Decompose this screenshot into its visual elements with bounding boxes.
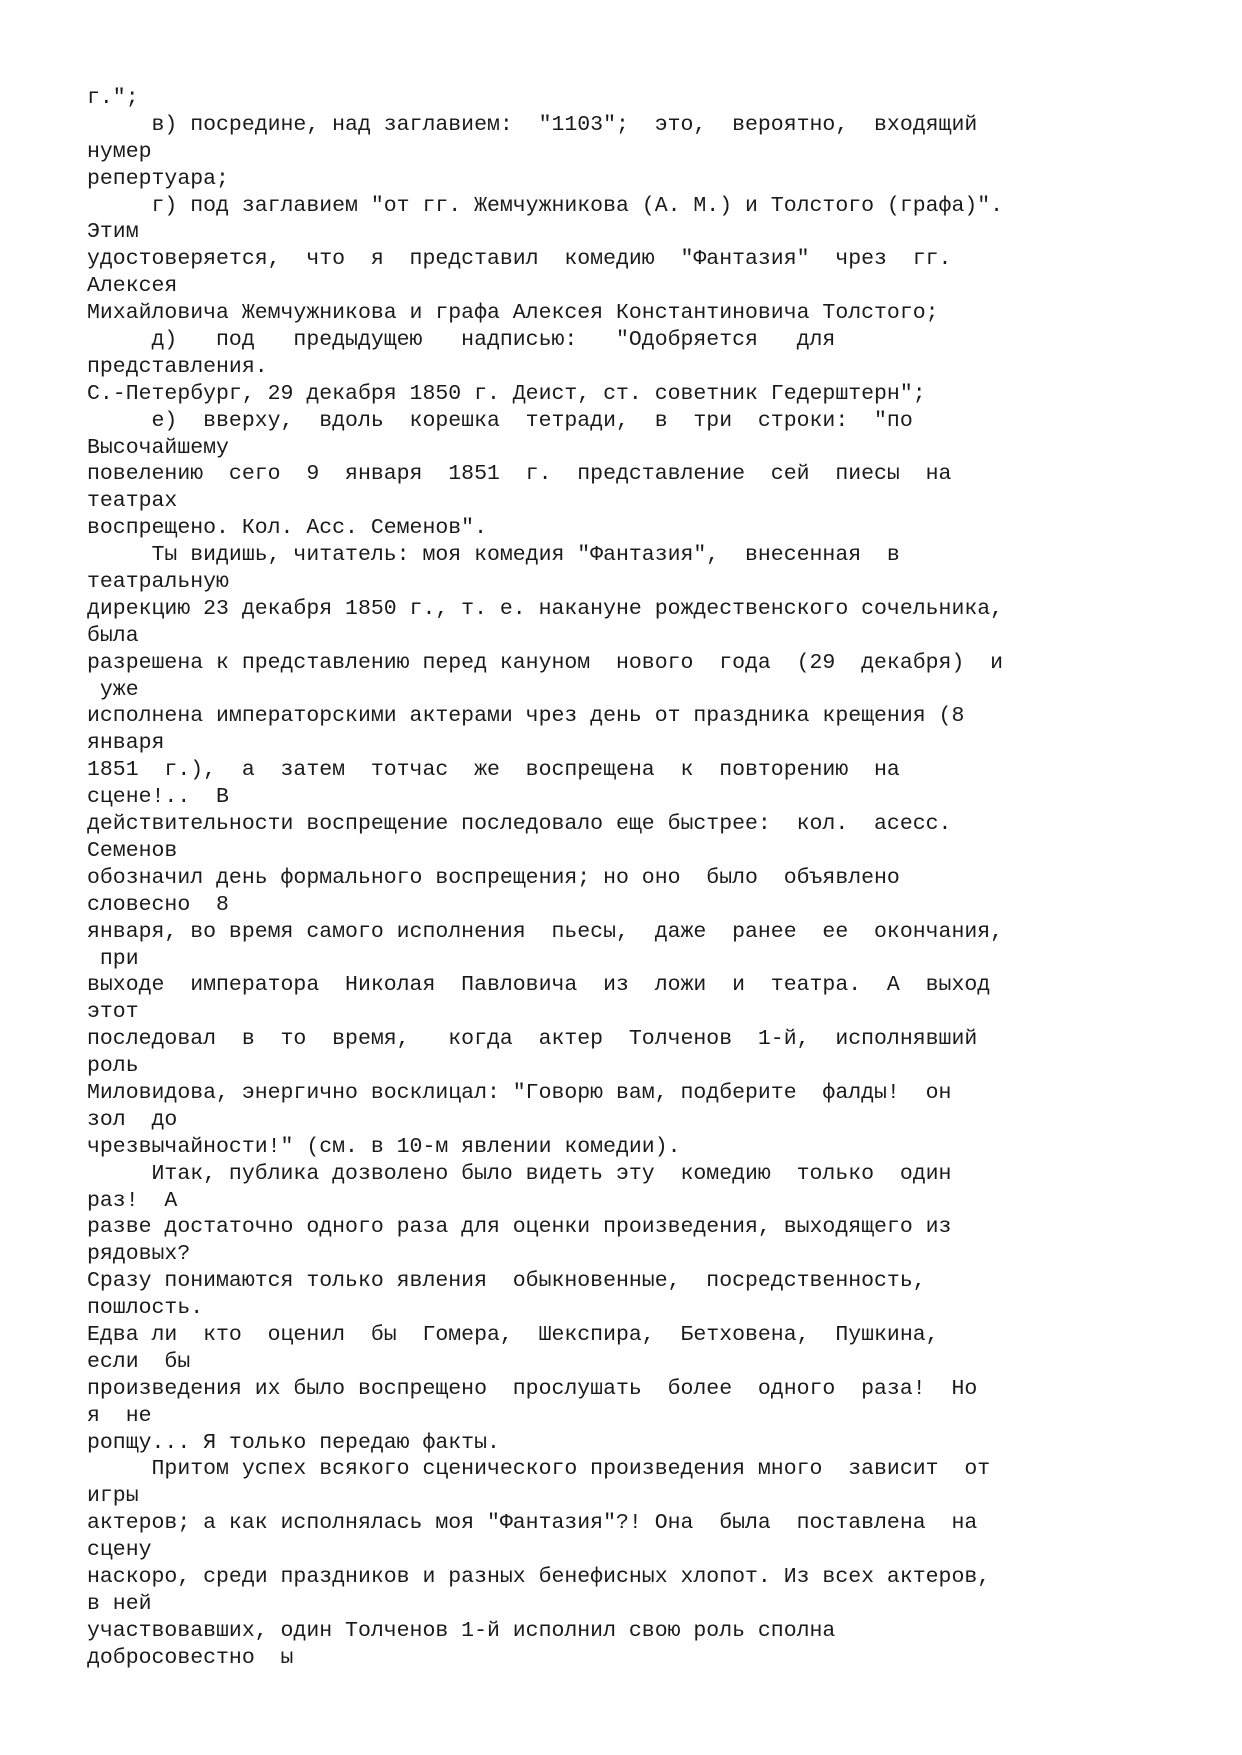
text-line: е) вверху, вдоль корешка тетради, в три строки: "по [87,408,913,433]
text-line: выходе императора Николая Павловича из ложи и театра. А выход [87,973,991,998]
text-line: Высочайшему [87,435,229,460]
text-line: С.-Петербург, 29 декабря 1850 г. Деист, ст. советник Гедерштерн"; [87,381,926,406]
text-line: репертуара; [87,166,229,191]
text-line: участвовавших, один Толченов 1-й исполнил свою роль сполна [87,1618,836,1643]
text-line: удостоверяется, что я представил комедию "Фантазия" чрез гг. [87,247,952,272]
text-line: произведения их было воспрещено прослушать более одного раза! Но [87,1376,978,1401]
text-line: зол до [87,1107,178,1132]
text-line: сцену [87,1538,152,1563]
text-line: Миловидова, энергично восклицал: "Говорю вам, подберите фалды! он [87,1080,952,1105]
text-line: была [87,623,139,648]
text-line: нумер [87,139,152,164]
text-line: Семенов [87,838,178,863]
text-line: последовал в то время, когда актер Толченов 1-й, исполнявший [87,1027,978,1052]
text-line: дирекцию 23 декабря 1850 г., т. е. накануне рождественского сочельника, [87,596,1004,621]
text-line: сцене!.. В [87,785,229,810]
text-line: словесно 8 [87,892,229,917]
text-line: рядовых? [87,1242,191,1267]
text-line: пошлость. [87,1296,204,1321]
text-line: ропщу... Я только передаю факты. [87,1430,500,1455]
text-line: Итак, публика дозволено было видеть эту комедию только один [87,1161,952,1186]
text-line: разве достаточно одного раза для оценки произведения, выходящего из [87,1215,952,1240]
text-line: наскоро, среди праздников и разных бенефисных хлопот. Из всех актеров, [87,1564,991,1589]
text-line: Михайловича Жемчужникова и графа Алексея Константиновича Толстого; [87,301,939,326]
text-line: если бы [87,1349,191,1374]
text-line: 1851 г.), а затем тотчас же воспрещена к повторению на [87,758,900,783]
text-line: раз! А [87,1188,178,1213]
text-line: Притом успех всякого сценического произведения много зависит от [87,1457,991,1482]
text-line: театральную [87,570,229,595]
text-line: Этим [87,220,139,245]
text-line: уже [87,677,139,702]
text-line: Ты видишь, читатель: моя комедия "Фантазия", внесенная в [87,543,900,568]
text-line: театрах [87,489,178,514]
text-line: обозначил день формального воспрещения; но оно было объявлено [87,865,900,890]
text-line: Едва ли кто оценил бы Гомера, Шекспира, Бетховена, Пушкина, [87,1322,939,1347]
text-line: действительности воспрещение последовало еще быстрее: кол. асесс. [87,812,952,837]
text-line: добросовестно ы [87,1645,294,1670]
text-line: в) посредине, над заглавием: "1103"; это, вероятно, входящий [87,112,978,137]
text-line: этот [87,1000,139,1025]
text-line: представления. [87,354,268,379]
text-line: воспрещено. Кол. Асс. Семенов". [87,516,487,541]
text-line: актеров; а как исполнялась моя "Фантазия"?! Она была поставлена на [87,1511,978,1536]
text-line: января, во время самого исполнения пьесы, даже ранее ее окончания, [87,919,1004,944]
text-line: г) под заглавием "от гг. Жемчужникова (А. М.) и Толстого (графа)". [87,193,1004,218]
text-line: при [87,946,139,971]
text-line: исполнена императорскими актерами чрез день от праздника крещения (8 [87,704,965,729]
text-line: в ней [87,1591,152,1616]
text-line: д) под предыдущею надписью: "Одобряется для [87,328,836,353]
text-line: роль [87,1054,139,1079]
text-body [87,85,1207,1672]
text-line: Сразу понимаются только явления обыкновенные, посредственность, [87,1269,926,1294]
text-line: я не [87,1403,152,1428]
text-line: января [87,731,165,756]
text-line: игры [87,1484,139,1509]
text-line: Алексея [87,274,178,299]
text-line: повелению сего 9 января 1851 г. представление сей пиесы на [87,462,952,487]
text-line: г."; [87,86,139,110]
text-line: чрезвычайности!" (см. в 10-м явлении комедии). [87,1134,681,1159]
text-line: разрешена к представлению перед кануном нового года (29 декабря) и [87,650,1004,675]
